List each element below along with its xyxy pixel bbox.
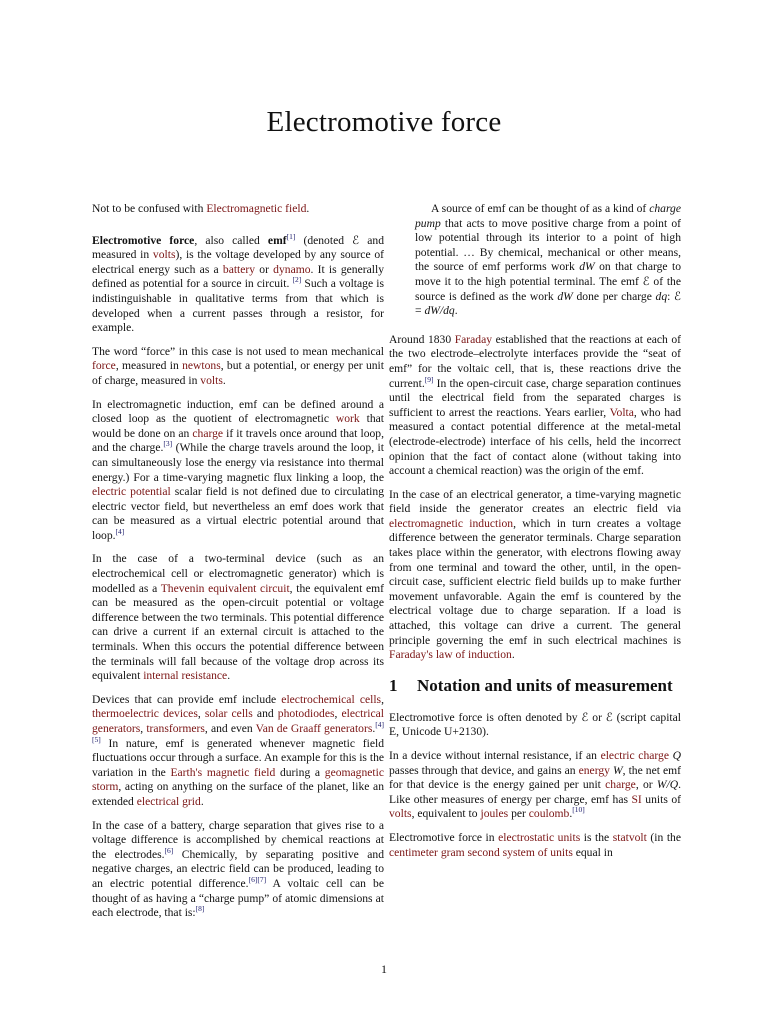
link-geomagnetic-storm[interactable]: geomagnetic storm: [92, 765, 384, 794]
citation[interactable]: [1]: [286, 231, 296, 241]
link-coulomb[interactable]: coulomb: [528, 807, 570, 821]
citation[interactable]: [10]: [572, 805, 585, 815]
disambiguation-note: Not to be confused with Electromagnetic field.: [92, 202, 310, 215]
link-electrochemical-cells[interactable]: electrochemical cells: [281, 692, 382, 706]
citation[interactable]: [9]: [424, 374, 434, 384]
link-volta[interactable]: Volta: [609, 405, 634, 419]
citation[interactable]: [4][5]: [92, 720, 384, 744]
page-title: Electromotive force: [266, 106, 502, 138]
paragraph: In a device without internal resistance, if an electric charge Q passes through that device, and gains an energy W, the net emf for that device is the energy gained per unit charge, or W/Q. Like other measures of energy per charge, emf has SI units of volts, equivalent to joules per coulomb.[10]: [389, 749, 682, 821]
citation[interactable]: [6]: [164, 845, 174, 855]
paragraph: In electromagnetic induction, emf can be defined around a closed loop as the quotient of electromagnetic work that would be done on an charge if it travels once around that loop, and the charge.[3] (While the charge travels around the loop, it can simultaneously lose the energy via resistance into thermal energy.) For a time-varying magnetic flux linking a loop, the electric potential scalar field is not defined due to circulating electric vector field, but nevertheless an emf does work that can be measured as a virtual electric potential around that loop.[4]: [92, 397, 384, 542]
paragraph: Around 1830 Faraday established that the reactions at each of the two electrode–electrolyte interfaces provide the “seat of emf” for the voltaic cell, that is, these reactions drive the current.[9] In the open-circuit case, charge separation continues until the electrical field from the separated charges is sufficient to arrest the reactions. Years earlier, Volta, who had measured a contact potential difference at the metal-metal (electrode-electrode) interface of his cells, held the incorrect opinion that the fact of contact alone (without taking into account a chemical reaction) was the origin of the emf.: [389, 332, 682, 478]
link-joules[interactable]: joules: [480, 807, 509, 821]
link-battery[interactable]: battery: [222, 262, 256, 276]
paragraph: Electromotive force is often denoted by ℰ or ℰ (script capital E, Unicode U+2130).: [389, 710, 681, 739]
page-number: 1: [381, 962, 387, 976]
link-work[interactable]: work: [335, 412, 360, 426]
link-si[interactable]: SI: [631, 792, 642, 806]
link-force[interactable]: force: [92, 359, 116, 373]
link-transformers[interactable]: transformers: [146, 722, 205, 735]
link-cgs-system[interactable]: centimeter gram second system of units: [389, 845, 573, 859]
citation[interactable]: [3]: [163, 439, 173, 449]
link-volts[interactable]: volts: [200, 373, 223, 387]
right-column: [389, 202, 681, 869]
link-faradays-law[interactable]: Faraday's law of induction: [389, 648, 512, 662]
section-number: 1: [389, 675, 398, 695]
link-newtons[interactable]: newtons: [182, 359, 221, 373]
link-statvolt[interactable]: statvolt: [612, 830, 647, 844]
link-solar-cells[interactable]: solar cells: [204, 707, 253, 721]
link-electromagnetic-induction[interactable]: electromagnetic induction: [389, 516, 514, 530]
link-charge[interactable]: charge: [605, 778, 636, 792]
block-quote: A source of emf can be thought of as a kind of charge pump that acts to move positive charge from a point of low potential through its interior to a point of high potential. … By chemical, mechanical or other means, the source of emf performs work dW on that charge to move it to the high potential terminal. The emf ℰ of the source is defined as the work dW done per charge dq: ℰ = dW/dq.: [415, 202, 682, 318]
link-electrostatic-units[interactable]: electrostatic units: [498, 830, 581, 844]
link-energy[interactable]: energy: [578, 763, 610, 777]
citation[interactable]: [2]: [292, 275, 302, 285]
paragraph: In the case of a battery, charge separation that gives rise to a voltage difference is accomplished by chemical reactions at the electrodes.[6] Chemically, by separating positive and negative charges, an electric field can be produced, leading to an electric potential difference.[6][7] A voltaic cell can be thought of as having a “charge pump” of atomic dimensions at each electrode, that is:[8]: [92, 818, 384, 920]
link-thevenin[interactable]: Thevenin equivalent circuit: [160, 581, 290, 595]
paragraph: In the case of a two-terminal device (such as an electrochemical cell or electromagnetic generator) which is modelled as a Thevenin equivalent circuit, the equivalent emf can be measured as the open-circuit potential or voltage difference between the two terminals. This potential difference can drive a current if an external circuit is attached to the terminals. When this occurs the potential difference between the terminals will fall because of the voltage drop across its equivalent internal resistance.: [92, 552, 384, 683]
link-thermoelectric-devices[interactable]: thermoelectric devices: [92, 707, 198, 721]
section-heading: [389, 675, 681, 697]
link-electric-potential[interactable]: electric potential: [92, 485, 171, 499]
link-earths-magnetic-field[interactable]: Earth's magnetic field: [170, 765, 276, 779]
link-internal-resistance[interactable]: internal resistance: [143, 669, 228, 683]
paragraph: Devices that can provide emf include electrochemical cells, thermoelectric devices, solar cells and photodiodes, electrical generators, transformers, and even Van de Graaff generators.[4][5] In nature, emf is generated whenever magnetic field fluctuations occur through a surface. An example for this is the variation in the Earth's magnetic field during a geomagnetic storm, acting on anything on the surface of the planet, like an extended electrical grid.: [92, 692, 385, 808]
left-column: [92, 202, 384, 930]
link-electrical-grid[interactable]: electrical grid: [136, 794, 201, 808]
link-van-de-graaff[interactable]: Van de Graaff generators: [255, 722, 373, 735]
link-dynamo[interactable]: dynamo: [273, 262, 311, 276]
link-photodiodes[interactable]: photodiodes: [277, 707, 335, 721]
paragraph: The word “force” in this case is not used to mean mechanical force, measured in newtons, but a potential, or energy per unit of charge, measured in volts.: [92, 344, 384, 387]
link-electrical-generators[interactable]: electrical generators: [92, 707, 384, 735]
paragraph: Electromotive force in electrostatic units is the statvolt (in the centimeter gram second system of units equal in: [389, 830, 681, 859]
citation[interactable]: [4]: [115, 527, 125, 537]
link-charge[interactable]: charge: [192, 426, 224, 440]
paragraph: Electromotive force, also called emf[1] (denoted ℰ and measured in volts), is the voltage developed by any source of electrical energy such as a battery or dynamo. It is generally defined as potential for a source in circuit. [2] Such a voltage is indistinguishable in qualitative terms from that which is developed when a current passes through a resistor, for example.: [92, 231, 384, 335]
section-title: Notation and units of measurement: [417, 675, 673, 695]
link-volts[interactable]: volts: [389, 807, 412, 821]
citation[interactable]: [8]: [195, 904, 205, 914]
paragraph: In the case of an electrical generator, a time-varying magnetic field inside the generator creates an electric field via electromagnetic induction, which in turn creates a voltage difference between the generator terminals. Charge separation takes place within the generator, with electrons flowing away from one terminal and toward the other, until, in the open-circuit case, sufficient electric field builds up to make further movement unfavorable. Again the emf is countered by the electrical voltage due to charge separation. If a load is attached, this voltage can drive a current. The general principle governing the emf in such electrical machines is Faraday's law of induction.: [389, 487, 682, 662]
link-electric-charge[interactable]: electric charge: [600, 749, 669, 762]
link-faraday[interactable]: Faraday: [454, 332, 493, 346]
citation[interactable]: [6][7]: [248, 875, 267, 885]
term-bold: Electromotive force: [92, 233, 195, 247]
link-electromagnetic-field[interactable]: Electromagnetic field: [206, 202, 307, 215]
link-volts[interactable]: volts: [152, 248, 176, 262]
